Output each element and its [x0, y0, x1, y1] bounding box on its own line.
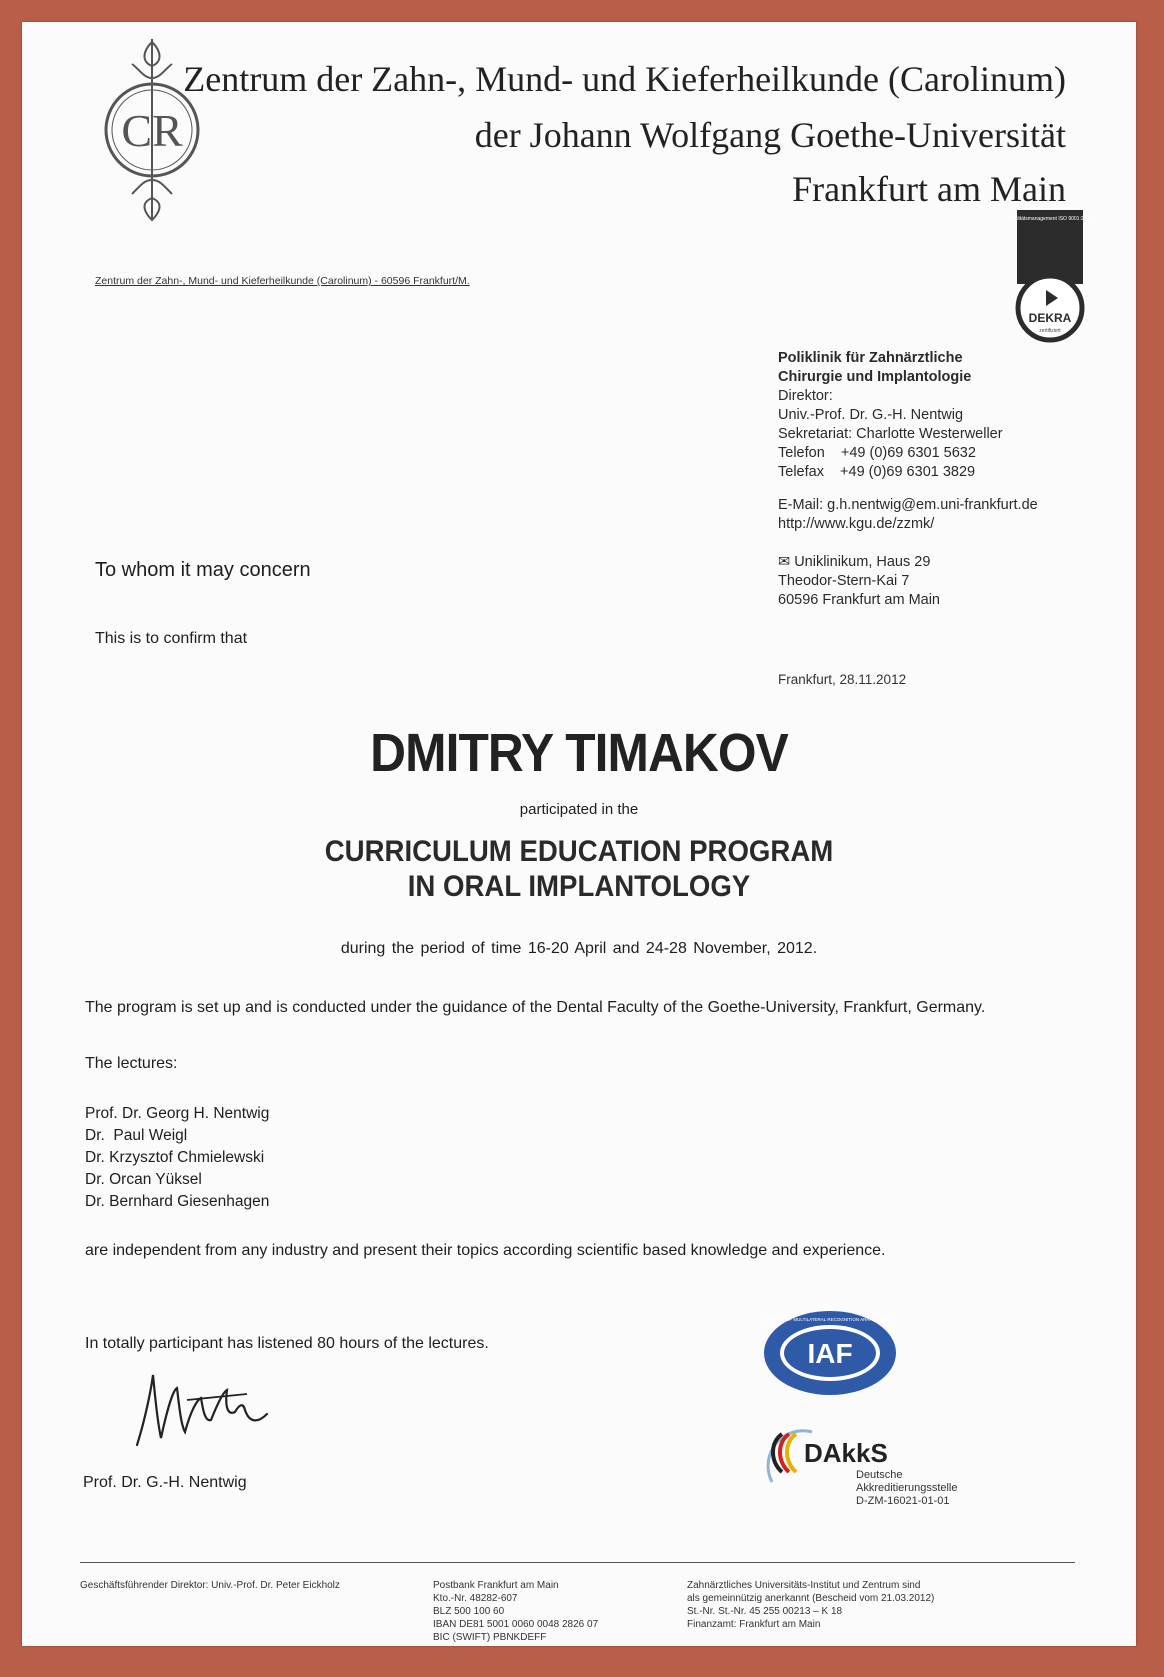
- lecturer-list: [85, 1103, 269, 1213]
- list-item: Dr. Bernhard Giesenhagen: [85, 1193, 270, 1210]
- list-item: Prof. Dr. Georg H. Nentwig: [85, 1105, 270, 1122]
- confirm-text: This is to confirm that: [95, 630, 248, 647]
- participated-text: participated in the: [519, 801, 639, 818]
- department-line-2: Chirurgie und Implantologie: [778, 369, 972, 385]
- dekra-seal: [1008, 210, 1092, 352]
- svg-text:Deutsche: Deutsche: [856, 1469, 903, 1481]
- footer-tax-line: Zahnärztliches Universitäts-Institut und Zentrum sind: [687, 1580, 921, 1591]
- list-item: Dr. Paul Weigl: [85, 1127, 188, 1144]
- address-line-1: ✉ Uniklinikum, Haus 29: [778, 554, 931, 570]
- paragraph-independence: are independent from any industry and present their topics according scientific based knowledge and experience.: [85, 1242, 886, 1259]
- svg-text:zertifiziert: zertifiziert: [1039, 328, 1061, 334]
- footer-bank-line: BLZ 500 100 60: [433, 1606, 505, 1617]
- secretariat: Sekretariat: Charlotte Westerweller: [778, 426, 1003, 442]
- footer-bank-line: BIC (SWIFT) PBNKDEFF: [433, 1632, 547, 1643]
- certificate-page: [22, 22, 1136, 1646]
- program-title: [67, 834, 1092, 904]
- svg-text:MEMBER OF MULTILATERAL RECOGNI: MEMBER OF MULTILATERAL RECOGNITION ARRANGEMENT: [764, 1317, 896, 1322]
- footer-tax-line: Finanzamt: Frankfurt am Main: [687, 1619, 821, 1630]
- svg-text:DEKRA: DEKRA: [1028, 311, 1072, 325]
- header-line-2: der Johann Wolfgang Goethe-Universität: [474, 115, 1066, 155]
- svg-text:Qualitätsmanagement ISO 9001:2: Qualitätsmanagement ISO 9001:2008: [1008, 216, 1092, 222]
- fax: Telefax +49 (0)69 6301 3829: [778, 464, 976, 480]
- department-line-1: Poliklinik für Zahnärztliche: [778, 350, 963, 366]
- return-address: Zentrum der Zahn-, Mund- und Kieferheilkunde (Carolinum) - 60596 Frankfurt/M.: [95, 275, 470, 287]
- header-line-3: Frankfurt am Main: [792, 169, 1066, 209]
- email: E-Mail: g.h.nentwig@em.uni-frankfurt.de: [778, 497, 1038, 513]
- director-name: Univ.-Prof. Dr. G.-H. Nentwig: [778, 407, 964, 423]
- contact-block: [778, 349, 1038, 610]
- footer-bank-line: IBAN DE81 5001 0060 0048 2826 07: [433, 1619, 599, 1630]
- phone: Telefon +49 (0)69 6301 5632: [778, 445, 976, 461]
- website: http://www.kgu.de/zzmk/: [778, 516, 935, 532]
- list-item: Dr. Krzysztof Chmielewski: [85, 1149, 265, 1166]
- footer-tax-line: als gemeinnützig anerkannt (Bescheid vom 21.03.2012): [687, 1593, 935, 1604]
- address-line-2: Theodor-Stern-Kai 7: [778, 573, 910, 589]
- paragraph-guidance: The program is set up and is conducted under the guidance of the Dental Faculty of the Goethe-University, Frankfurt, Germany.: [85, 999, 986, 1016]
- total-hours-text: In totally participant has listened 80 hours of the lectures.: [85, 1335, 489, 1352]
- footer-tax-info: [687, 1579, 934, 1631]
- header-line-1: Zentrum der Zahn-, Mund- und Kieferheilkunde (Carolinum): [183, 59, 1066, 99]
- lectures-label: The lectures:: [85, 1055, 178, 1072]
- svg-text:IAF: IAF: [807, 1338, 853, 1369]
- footer-bank-line: Kto.-Nr. 48282-607: [433, 1593, 518, 1604]
- participant-name: DMITRY TIMAKOV: [370, 723, 788, 783]
- footer-bank: [433, 1579, 598, 1644]
- svg-text:Akkreditierungsstelle: Akkreditierungsstelle: [856, 1482, 958, 1494]
- letter-date: Frankfurt, 28.11.2012: [778, 672, 907, 687]
- program-title-line-2: IN ORAL IMPLANTOLOGY: [407, 870, 751, 903]
- envelope-icon: ✉: [778, 554, 791, 570]
- footer-divider: [80, 1562, 1075, 1563]
- address-line-3: 60596 Frankfurt am Main: [778, 592, 940, 608]
- iaf-seal: [760, 1307, 900, 1399]
- list-item: Dr. Orcan Yüksel: [85, 1171, 202, 1188]
- program-title-line-1: CURRICULUM EDUCATION PROGRAM: [324, 835, 834, 868]
- director-label: Direktor:: [778, 388, 833, 404]
- period-text: during the period of time 16-20 April and 24-28 November, 2012.: [340, 940, 818, 957]
- svg-text:D-ZM-16021-01-01: D-ZM-16021-01-01: [856, 1495, 950, 1507]
- footer-director: Geschäftsführender Direktor: Univ.-Prof. Dr. Peter Eickholz: [80, 1580, 340, 1591]
- signer-name: Prof. Dr. G.-H. Nentwig: [83, 1474, 247, 1491]
- svg-text:CR: CR: [121, 105, 183, 156]
- svg-text:DAkkS: DAkkS: [804, 1438, 888, 1468]
- signature: [127, 1350, 307, 1460]
- footer-bank-line: Postbank Frankfurt am Main: [433, 1580, 559, 1591]
- salutation: To whom it may concern: [95, 559, 311, 581]
- footer-tax-line: St.-Nr. St.-Nr. 45 255 00213 – K 18: [687, 1606, 843, 1617]
- dakks-seal: [762, 1412, 992, 1512]
